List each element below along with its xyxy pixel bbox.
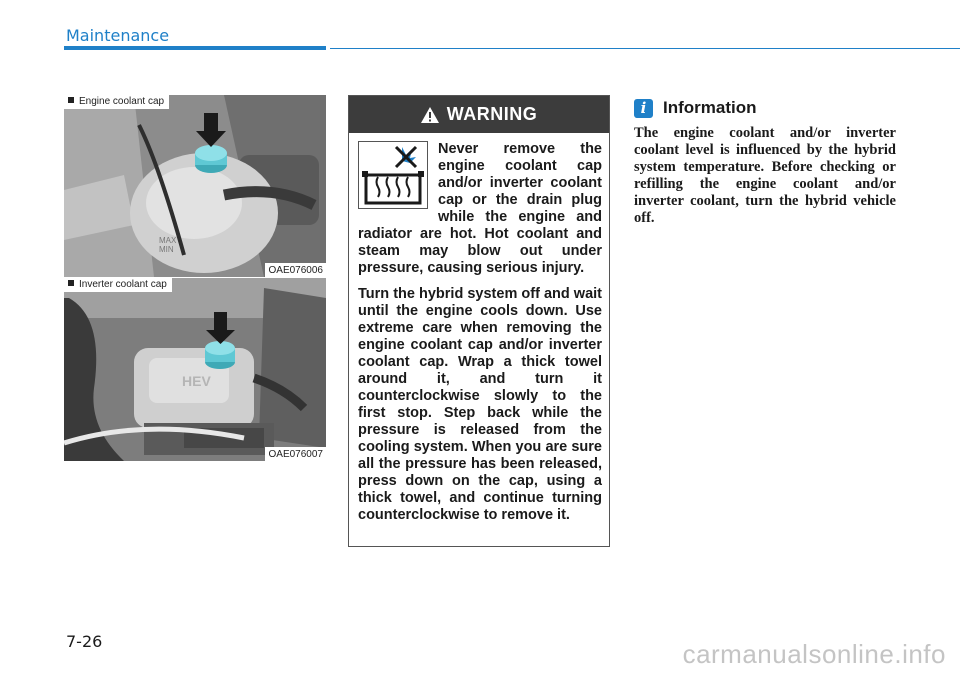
information-title: Information — [663, 98, 757, 117]
watermark: carmanualsonline.info — [682, 639, 946, 669]
warning-triangle-icon — [421, 107, 439, 123]
figure-caption: Inverter coolant cap — [64, 278, 172, 292]
hot-radiator-icon — [358, 141, 428, 209]
engine-coolant-photo — [64, 95, 326, 277]
engine-bay-illustration — [64, 95, 326, 277]
page-number: 7-26 — [66, 632, 103, 651]
svg-text:MIN: MIN — [159, 245, 174, 254]
svg-text:MAX: MAX — [159, 236, 177, 245]
header-rule-thick — [64, 46, 326, 50]
inverter-coolant-photo — [64, 278, 326, 461]
warning-box — [348, 95, 610, 547]
figure-code: OAE076007 — [265, 447, 327, 461]
figure-caption: Engine coolant cap — [64, 95, 169, 109]
header-rule-thin — [330, 48, 960, 49]
information-text: The engine coolant and/or inverter coolant level is influenced by the hybrid system temperature. Before checking or refilling the engine coolant and/or inverter coolant, turn the hybrid vehicle off. — [634, 125, 896, 226]
warning-paragraph: Turn the hybrid system off and wait until the engine cools down. Use extreme care when removing the engine coolant cap and/or inverter coolant cap. Wrap a thick towel around it, and turn it counterclockwise slowly to the first stop. Step back while the pressure is released from the cooling system. When you are sure all the pressure has been released, press down on the cap, using a thick towel, and continue turning counterclockwise to remove it. — [358, 286, 602, 523]
figure-code: OAE076006 — [265, 263, 327, 277]
inverter-bay-illustration — [64, 278, 326, 461]
section-title: Maintenance — [66, 26, 170, 45]
svg-text:HEV: HEV — [182, 373, 211, 389]
warning-title: WARNING — [446, 104, 538, 124]
warning-header — [349, 96, 609, 133]
information-block — [634, 95, 896, 227]
info-icon: i — [634, 99, 653, 118]
warning-paragraph: Never remove the engine coolant cap and/or inverter coolant cap or the drain plug while the engine and radiator are hot. Hot coolant and steam may blow out under pressure, causing serious injury. — [358, 141, 602, 276]
